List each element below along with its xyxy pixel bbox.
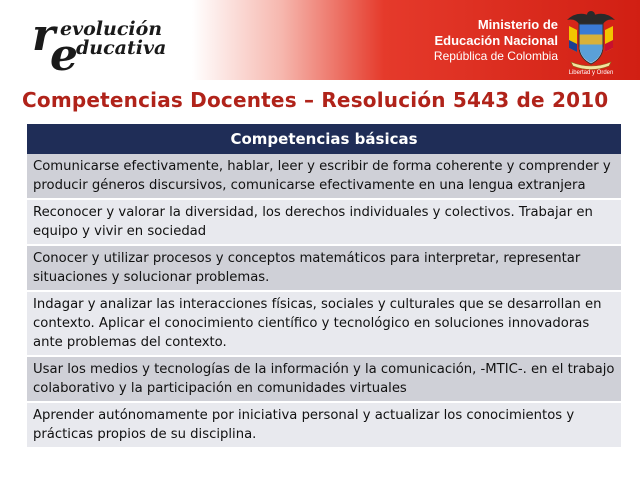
- table-row: Comunicarse efectivamente, hablar, leer y escribir de forma coherente y comprender y producir géneros discursivos, comunicarse efectivamente en una lengua extranjera: [27, 154, 621, 200]
- table-row: Conocer y utilizar procesos y conceptos matemáticos para interpretar, representar situaciones y solucionar problemas.: [27, 246, 621, 292]
- logo-letter-e: e: [50, 30, 78, 81]
- ministry-name-block: [398, 17, 558, 64]
- table-row: Aprender autónomamente por iniciativa personal y actualizar los conocimientos y prácticas propios de su disciplina.: [27, 403, 621, 449]
- revolucion-educativa-logo: [30, 10, 180, 81]
- table-row: Reconocer y valorar la diversidad, los derechos individuales y colectivos. Trabajar en equipo y vivir en sociedad: [27, 200, 621, 246]
- colombia-coat-of-arms-icon: [563, 6, 619, 72]
- logo-letter-r: r: [32, 10, 56, 61]
- ministry-line-2: Educación Nacional: [434, 33, 558, 48]
- table-row: Indagar y analizar las interacciones físicas, sociales y culturales que se desarrollan en contexto. Aplicar el conocimiento científico y tecnológico en soluciones innovadoras ante problemas del contexto.: [27, 292, 621, 357]
- logo-line-2: ducativa: [76, 37, 167, 59]
- table-row: Usar los medios y tecnologías de la información y la comunicación, -MTIC-. en el trabajo colaborativo y la participación en comunidades virtuales: [27, 357, 621, 403]
- ministry-motto: Libertad y Orden: [568, 70, 614, 76]
- slide-title: Competencias Docentes – Resolución 5443 de 2010: [22, 88, 609, 112]
- competencias-table: [27, 124, 621, 449]
- logo-line-1: evolución: [60, 18, 163, 40]
- ministry-line-1: Ministerio de: [477, 17, 558, 32]
- table-header: Competencias básicas: [27, 124, 621, 154]
- ministry-line-3: República de Colombia: [433, 49, 558, 63]
- slide-header-banner: [0, 0, 640, 80]
